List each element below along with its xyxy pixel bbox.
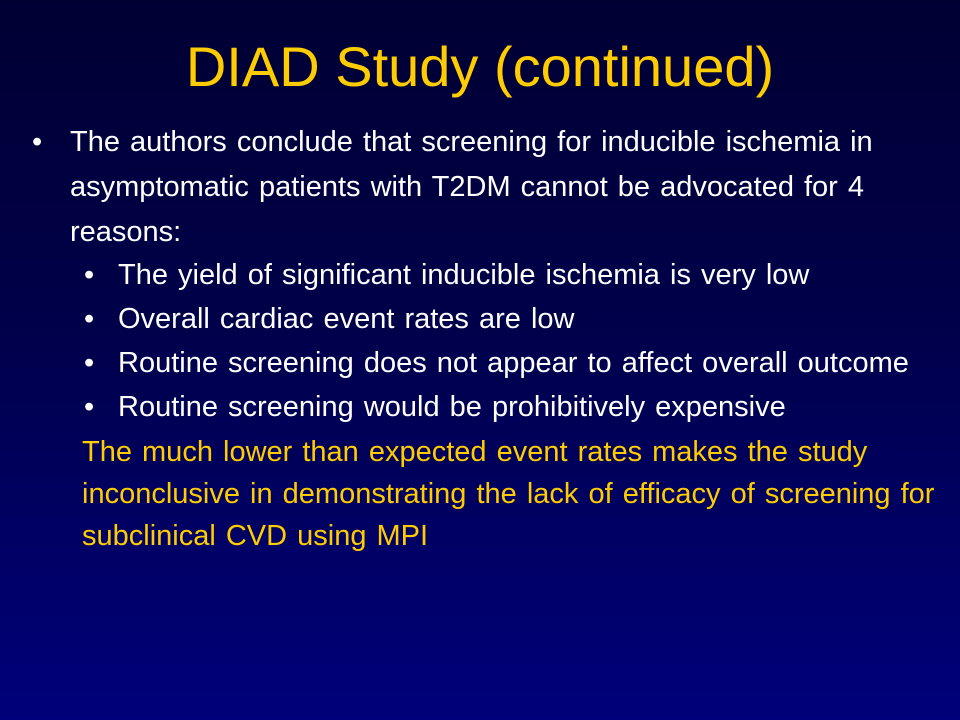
reason-text: Overall cardiac event rates are low [118,303,575,335]
conclusion-text: The much lower than expected event rates makes the study inconclusive in demonstrating the lack of efficacy of screening for subclinical CVD using MPI [82,436,935,552]
reason-item [30,387,955,427]
bullet-icon: • [84,347,95,379]
reasons-list [30,255,955,427]
main-point-text: The authors conclude that screening for inducible ischemia in asymptomatic patients with T2DM cannot be advocated for 4 reasons: [70,126,873,248]
reason-item [30,255,955,295]
main-bullet-item [30,120,955,255]
reason-text: Routine screening does not appear to affect overall outcome [118,347,909,379]
reason-text: Routine screening would be prohibitively expensive [118,391,786,423]
slide-content [30,120,955,557]
bullet-icon: • [32,126,43,158]
main-bullet-list [30,120,955,255]
reason-item [30,299,955,339]
reason-text: The yield of significant inducible ischemia is very low [118,259,810,291]
reason-item [30,343,955,383]
slide-title: DIAD Study (continued) [185,35,775,98]
bullet-icon: • [84,391,95,423]
bullet-icon: • [84,303,95,335]
bullet-icon: • [84,259,95,291]
